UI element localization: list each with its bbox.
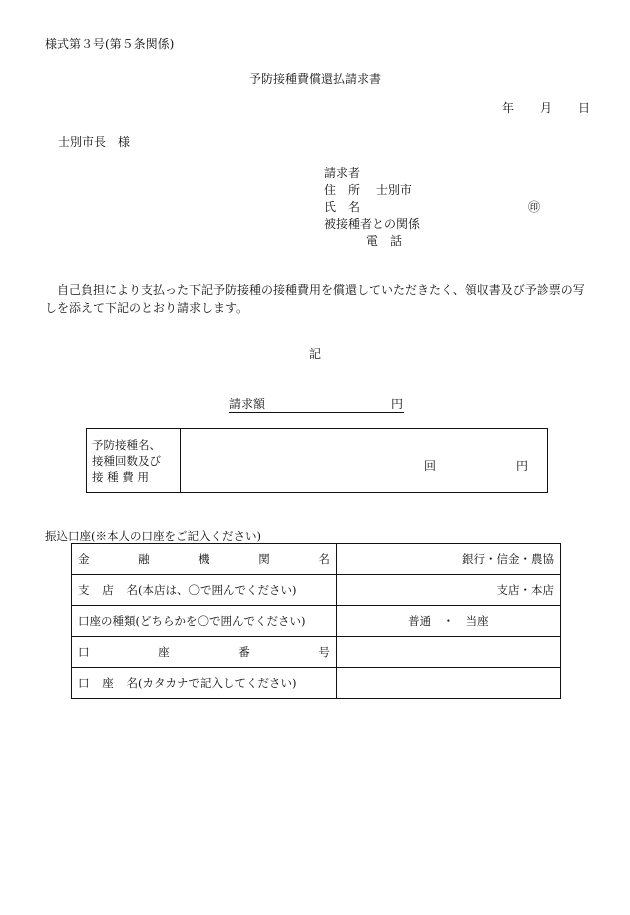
label-char: 口 bbox=[78, 645, 90, 659]
label-char: 名 bbox=[126, 583, 138, 597]
bank-row-label bbox=[72, 637, 337, 668]
address-label: 住 所 bbox=[324, 183, 361, 197]
vaccination-table bbox=[86, 428, 548, 493]
bank-row-label bbox=[72, 544, 337, 575]
bank-row-value[interactable]: 支店・本店 bbox=[336, 575, 560, 606]
vaccination-label-cell bbox=[87, 429, 181, 492]
claim-amount-field[interactable] bbox=[229, 397, 404, 413]
bank-row-label-head bbox=[78, 675, 138, 691]
label-char: 融 bbox=[138, 552, 150, 566]
branch-row bbox=[72, 575, 561, 606]
vaccination-label-line: 予防接種名、 bbox=[92, 438, 161, 452]
label-char: 名 bbox=[318, 552, 330, 566]
date-year[interactable]: 年 bbox=[502, 101, 515, 115]
bank-row-label-head bbox=[78, 582, 138, 598]
bank-row-label-text bbox=[78, 551, 330, 567]
date-day[interactable]: 日 bbox=[578, 101, 591, 115]
bank-row-value[interactable]: 普通 ・ 当座 bbox=[336, 606, 560, 637]
label-char: 機 bbox=[198, 552, 210, 566]
claim-amount-yen: 円 bbox=[390, 397, 403, 411]
body-text: 自己負担により支払った下記予防接種の接種費用を償還していただきたく、領収書及び予診票の写しを添えて下記のとおり請求します。 bbox=[45, 283, 585, 315]
vaccination-label-line: 接種回数及び bbox=[92, 454, 161, 468]
address-city: 士別市 bbox=[375, 183, 412, 197]
label-char: 関 bbox=[258, 552, 270, 566]
label-char: 号 bbox=[318, 645, 330, 659]
claimant-heading: 請求者 bbox=[324, 166, 361, 180]
account-number-row bbox=[72, 637, 561, 668]
date-line bbox=[502, 101, 590, 115]
bank-row-label-head bbox=[78, 613, 136, 629]
account-type-row bbox=[72, 606, 561, 637]
bank-name-row bbox=[72, 544, 561, 575]
bank-row-label bbox=[72, 668, 337, 699]
claimant-name-row[interactable] bbox=[324, 200, 564, 217]
label-char: 座 bbox=[102, 676, 114, 690]
addressee: 士別市長 様 bbox=[58, 135, 131, 149]
bank-row-note: (本店は、〇で囲んでください) bbox=[138, 583, 297, 597]
phone-row[interactable] bbox=[324, 234, 564, 251]
label-char: 支 bbox=[78, 583, 90, 597]
bank-row-note: (どちらかを〇で囲んでください) bbox=[135, 614, 306, 628]
label-char: 口座の種類 bbox=[78, 614, 136, 628]
relation-row[interactable] bbox=[324, 217, 564, 234]
date-month[interactable]: 月 bbox=[540, 101, 553, 115]
label-char: 店 bbox=[102, 583, 114, 597]
phone-label: 電 話 bbox=[366, 234, 403, 248]
claimant-block bbox=[324, 166, 564, 251]
claimant-address-row[interactable] bbox=[324, 183, 564, 200]
name-label: 氏 名 bbox=[324, 200, 361, 214]
cost-yen-unit: 円 bbox=[516, 459, 529, 473]
label-char: 名 bbox=[126, 676, 138, 690]
label-char: 番 bbox=[238, 645, 250, 659]
ki-heading: 記 bbox=[308, 347, 321, 361]
label-char: 金 bbox=[78, 552, 90, 566]
bank-row-note: (カタカナで記入してください) bbox=[138, 676, 297, 690]
seal-mark: ㊞ bbox=[528, 200, 541, 214]
bank-row-label bbox=[72, 606, 337, 637]
claim-amount-label: 請求額 bbox=[229, 397, 266, 411]
vaccination-label-line: 接 種 費 用 bbox=[92, 470, 149, 484]
form-number: 様式第３号(第５条関係) bbox=[45, 37, 175, 51]
bank-row-value[interactable]: 銀行・信金・農協 bbox=[336, 544, 560, 575]
document-title: 予防接種費償還払請求書 bbox=[248, 72, 381, 86]
bank-row-label bbox=[72, 575, 337, 606]
label-char: 座 bbox=[158, 645, 170, 659]
bank-account-table bbox=[71, 543, 561, 699]
account-holder-row bbox=[72, 668, 561, 699]
bank-row-value[interactable] bbox=[336, 637, 560, 668]
label-char: 口 bbox=[78, 676, 90, 690]
bank-row-value[interactable] bbox=[336, 668, 560, 699]
times-unit: 回 bbox=[424, 459, 437, 473]
bank-row-label-text bbox=[78, 644, 330, 660]
relation-label: 被接種者との関係 bbox=[324, 217, 421, 231]
bank-heading: 振込口座(※本人の口座をご記入ください) bbox=[45, 529, 261, 543]
